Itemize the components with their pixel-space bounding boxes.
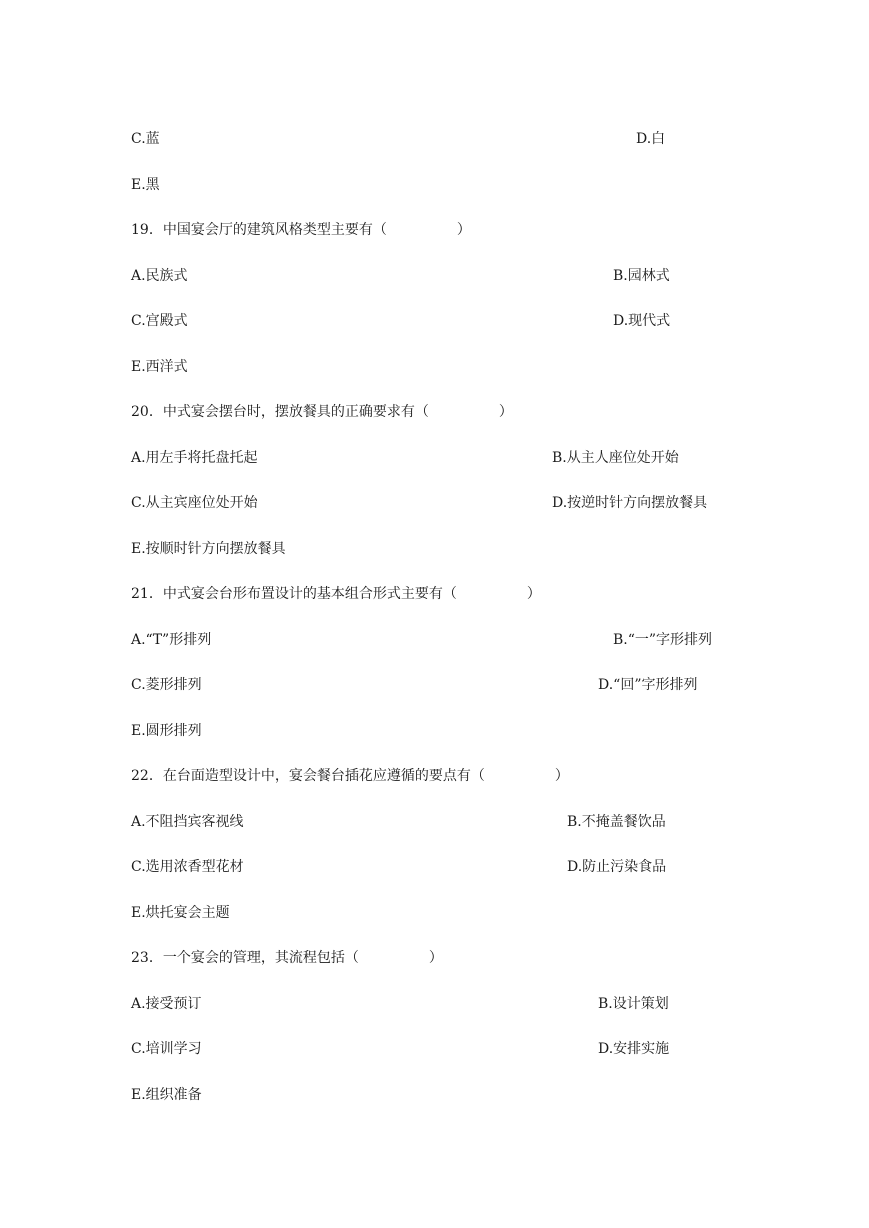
q21-option-b: B.“一”字形排列 [613,632,713,648]
q18-option-c: C.蓝 [131,131,160,147]
q23-stem: 23．一个宴会的管理，其流程包括（ ） [131,950,443,966]
q21-option-d: D.“回”字形排列 [598,677,698,693]
q19-option-d: D.现代式 [613,313,671,329]
q18-option-d: D.白 [636,131,666,147]
q19-option-b: B.园林式 [613,268,670,284]
q21-option-a: A.“T”形排列 [131,632,212,648]
q21-stem: 21．中式宴会台形布置设计的基本组合形式主要有（ ） [131,586,541,602]
q20-option-b: B.从主人座位处开始 [552,450,679,466]
q23-option-c: C.培训学习 [131,1041,202,1057]
q23-option-a: A.接受预订 [131,996,202,1012]
q23-option-b: B.设计策划 [598,996,669,1012]
q22-option-e: E.烘托宴会主题 [131,905,230,921]
q20-stem: 20．中式宴会摆台时，摆放餐具的正确要求有（ ） [131,404,513,420]
q19-option-e: E.西洋式 [131,359,188,375]
q20-option-d: D.按逆时针方向摆放餐具 [552,495,708,511]
q22-option-a: A.不阻挡宾客视线 [131,814,244,830]
q21-option-c: C.菱形排列 [131,677,202,693]
q23-option-d: D.安排实施 [598,1041,670,1057]
q22-option-d: D.防止污染食品 [567,859,667,875]
q23-option-e: E.组织准备 [131,1087,202,1103]
q21-option-e: E.圆形排列 [131,723,202,739]
q22-option-c: C.选用浓香型花材 [131,859,244,875]
q20-option-a: A.用左手将托盘托起 [131,450,258,466]
q22-option-b: B.不掩盖餐饮品 [567,814,666,830]
q19-option-a: A.民族式 [131,268,188,284]
q20-option-c: C.从主宾座位处开始 [131,495,258,511]
q22-stem: 22．在台面造型设计中，宴会餐台插花应遵循的要点有（ ） [131,768,569,784]
q19-stem: 19．中国宴会厅的建筑风格类型主要有（ ） [131,222,471,238]
q18-option-e: E.黑 [131,177,160,193]
q20-option-e: E.按顺时针方向摆放餐具 [131,541,286,557]
q19-option-c: C.宫殿式 [131,313,188,329]
